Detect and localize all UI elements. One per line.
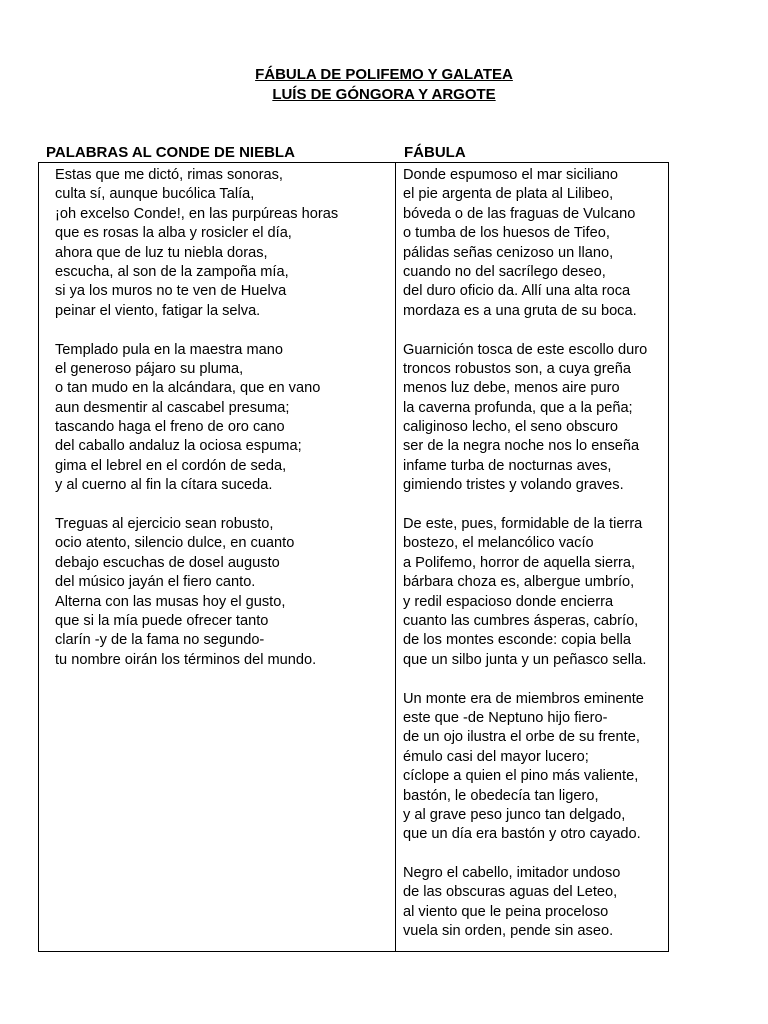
verse-line: debajo escuchas de dosel augusto [55, 554, 280, 571]
poem-author: LUÍS DE GÓNGORA Y ARGOTE [272, 86, 496, 103]
verse-line: la caverna profunda, que a la peña; [403, 399, 633, 416]
verse-line: el generoso pájaro su pluma, [55, 360, 244, 377]
verse-line: émulo casi del mayor lucero; [403, 748, 589, 765]
verse-line: del músico jayán el fiero canto. [55, 574, 256, 591]
verse-line: escucha, al son de la zampoña mía, [55, 263, 289, 280]
verse-line: gima el lebrel en el cordón de seda, [55, 457, 287, 474]
right-column-heading: FÁBULA [404, 144, 466, 161]
verse-line: este que -de Neptuno hijo fiero- [403, 709, 608, 726]
left-column-text [55, 166, 338, 690]
verse-line: o tan mudo en la alcándara, que en vano [55, 380, 321, 397]
verse-line: que un silbo junta y un peñasco sella. [403, 651, 647, 668]
verse-line: mordaza es a una gruta de su boca. [403, 302, 637, 319]
verse-line: culta sí, aunque bucólica Talía, [55, 186, 255, 203]
verse-line: y al grave peso junco tan delgado, [403, 806, 626, 823]
verse-line: troncos robustos son, a cuya greña [403, 360, 631, 377]
verse-line: Un monte era de miembros eminente [403, 690, 644, 707]
verse-line: Donde espumoso el mar siciliano [403, 167, 618, 183]
verse-line: cuanto las cumbres ásperas, cabrío, [403, 612, 639, 629]
stanza [403, 515, 647, 670]
verse-line: peinar el viento, fatigar la selva. [55, 302, 261, 319]
verse-line: o tumba de los huesos de Tifeo, [403, 225, 610, 242]
verse-line: ahora que de luz tu niebla doras, [55, 244, 268, 261]
verse-line: de un ojo ilustra el orbe de su frente, [403, 729, 640, 746]
verse-line: pálidas señas cenizoso un llano, [403, 244, 614, 261]
verse-line: bóveda o de las fraguas de Vulcano [403, 205, 636, 222]
stanza [403, 690, 647, 845]
verse-line: y redil espacioso donde encierra [403, 593, 614, 610]
verse-line: Negro el cabello, imitador undoso [403, 865, 621, 882]
verse-line: cíclope a quien el pino más valiente, [403, 768, 639, 785]
stanza [403, 166, 647, 321]
verse-line: infame turba de nocturnas aves, [403, 457, 612, 474]
poem-title: FÁBULA DE POLIFEMO Y GALATEA [255, 66, 513, 83]
verse-line: que si la mía puede ofrecer tanto [55, 612, 269, 629]
verse-line: el pie argenta de plata al Lilibeo, [403, 186, 614, 203]
column-divider [395, 163, 396, 951]
verse-line: menos luz debe, menos aire puro [403, 380, 620, 397]
verse-line: Guarnición tosca de este escollo duro [403, 341, 648, 358]
verse-line: Templado pula en la maestra mano [55, 341, 283, 358]
stanza [403, 341, 647, 496]
verse-line: ¡oh excelso Conde!, en las purpúreas horas [55, 205, 339, 222]
verse-line: del duro oficio da. Allí una alta roca [403, 283, 631, 300]
verse-line: que es rosas la alba y rosicler el día, [55, 225, 292, 242]
verse-line: De este, pues, formidable de la tierra [403, 516, 643, 533]
verse-line: ser de la negra noche nos lo enseña [403, 438, 640, 455]
verse-line: tascando haga el freno de oro cano [55, 419, 285, 436]
verse-line: que un día era bastón y otro cayado. [403, 826, 641, 843]
verse-line: caliginoso lecho, el seno obscuro [403, 419, 618, 436]
left-column-heading: PALABRAS AL CONDE DE NIEBLA [46, 144, 295, 161]
verse-line: ocio atento, silencio dulce, en cuanto [55, 535, 295, 552]
verse-line: aun desmentir al cascabel presuma; [55, 399, 290, 416]
verse-line: a Polifemo, horror de aquella sierra, [403, 554, 635, 571]
verse-line: cuando no del sacrílego deseo, [403, 263, 606, 280]
verse-line: clarín -y de la fama no segundo- [55, 632, 265, 649]
verse-line: y al cuerno al fin la cítara suceda. [55, 477, 273, 494]
stanza [55, 341, 338, 496]
stanza [55, 515, 338, 670]
verse-line: vuela sin orden, pende sin aseo. [403, 923, 614, 940]
verse-line: gimiendo tristes y volando graves. [403, 477, 624, 494]
poem-table [38, 162, 669, 952]
verse-line: Estas que me dictó, rimas sonoras, [55, 167, 283, 183]
verse-line: si ya los muros no te ven de Huelva [55, 283, 287, 300]
verse-line: del caballo andaluz la ociosa espuma; [55, 438, 302, 455]
verse-line: bastón, le obedecía tan ligero, [403, 787, 599, 804]
verse-line: Alterna con las musas hoy el gusto, [55, 593, 286, 610]
verse-line: de las obscuras aguas del Leteo, [403, 884, 618, 901]
right-column-text [403, 166, 647, 961]
stanza [403, 864, 647, 942]
verse-line: tu nombre oirán los términos del mundo. [55, 651, 317, 668]
verse-line: bostezo, el melancólico vacío [403, 535, 594, 552]
verse-line: de los montes esconde: copia bella [403, 632, 631, 649]
verse-line: al viento que le peina proceloso [403, 903, 609, 920]
stanza [55, 166, 338, 321]
verse-line: Treguas al ejercicio sean robusto, [55, 516, 274, 533]
verse-line: bárbara choza es, albergue umbrío, [403, 574, 635, 591]
